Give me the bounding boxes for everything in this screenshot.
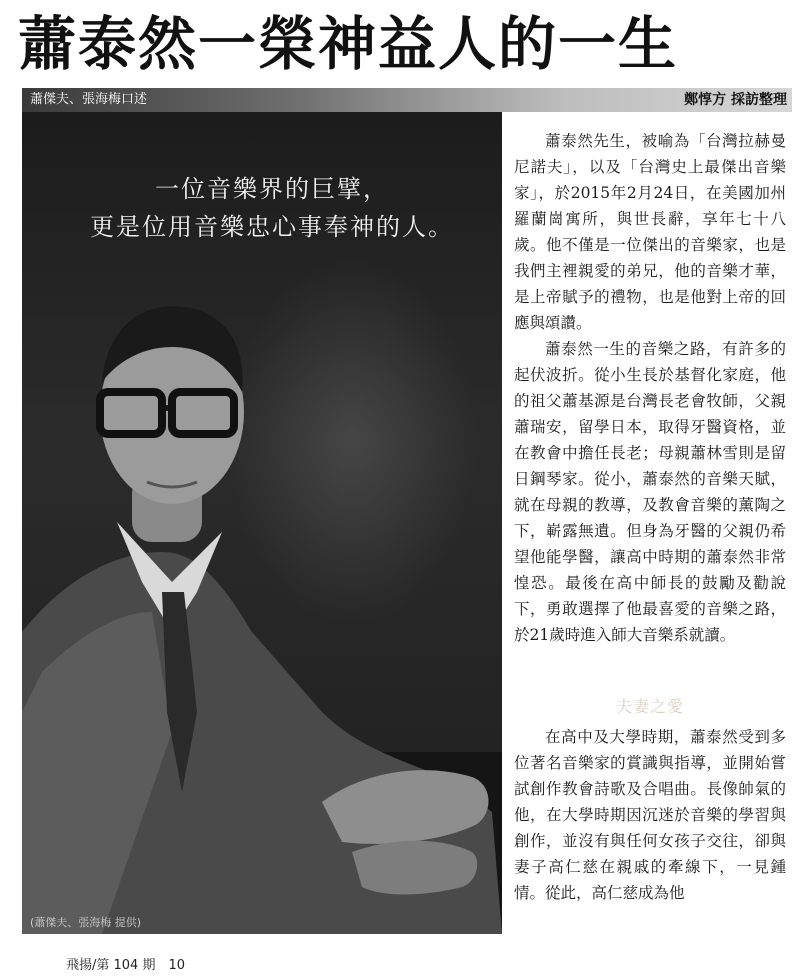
photo-credit: (蕭傑夫、張海梅 提供) — [30, 916, 142, 929]
section-subheading: 夫妻之愛 — [615, 697, 684, 716]
portrait-photo — [22, 112, 502, 934]
quote-line-1: 一位音樂界的巨擘， — [155, 175, 389, 203]
byline-speakers: 蕭傑夫、張海梅口述 — [30, 92, 148, 107]
page-footer: 飛揚/第 104 期 10 — [66, 958, 185, 973]
quote-line-2: 更是位用音樂忠心事奉神的人。 — [90, 213, 454, 241]
article-title: 蕭泰然一榮神益人的一生 — [18, 10, 679, 78]
pull-quote — [52, 170, 492, 246]
article-body-continued — [514, 724, 786, 906]
paragraph-2: 蕭泰然一生的音樂之路，有許多的起伏波折。從小生長於基督化家庭，他的祖父蕭基源是台灣長老會牧師，父親蕭瑞安，留學日本，取得牙醫資格，並在教會中擔任長老；母親蕭林雪則是留日鋼琴家。從小，蕭泰然的音樂天賦，就在母親的教導，及教會音樂的薰陶之下，嶄露無遺。但身為牙醫的父親仍希望他能學醫，讓高中時期的蕭泰然非常惶恐。最後在高中師長的鼓勵及勸說下，勇敢選擇了他最喜愛的音樂之路，於21歲時進入師大音樂系就讀。 — [514, 340, 786, 644]
byline-author: 鄭惇方 採訪整理 — [684, 92, 787, 108]
article-body — [514, 128, 786, 648]
paragraph-1: 蕭泰然先生，被喻為「台灣拉赫曼尼諾夫」，以及「台灣史上最傑出音樂家」，於2015年2月24日，在美國加州羅蘭崗寓所，與世長辭，享年七十八歲。他不僅是一位傑出的音樂家，也是我們主裡親愛的弟兄，他的音樂才華，是上帝賦予的禮物，也是他對上帝的回應與頌讚。 — [514, 132, 786, 332]
paragraph-3: 在高中及大學時期，蕭泰然受到多位著名音樂家的賞識與指導，並開始嘗試創作教會詩歌及合唱曲。長像帥氣的他，在大學時期因沉迷於音樂的學習與創作，並沒有與任何女孩子交往，卻與妻子高仁慈在親戚的牽線下，一見鍾情。從此，高仁慈成為他 — [514, 728, 786, 902]
